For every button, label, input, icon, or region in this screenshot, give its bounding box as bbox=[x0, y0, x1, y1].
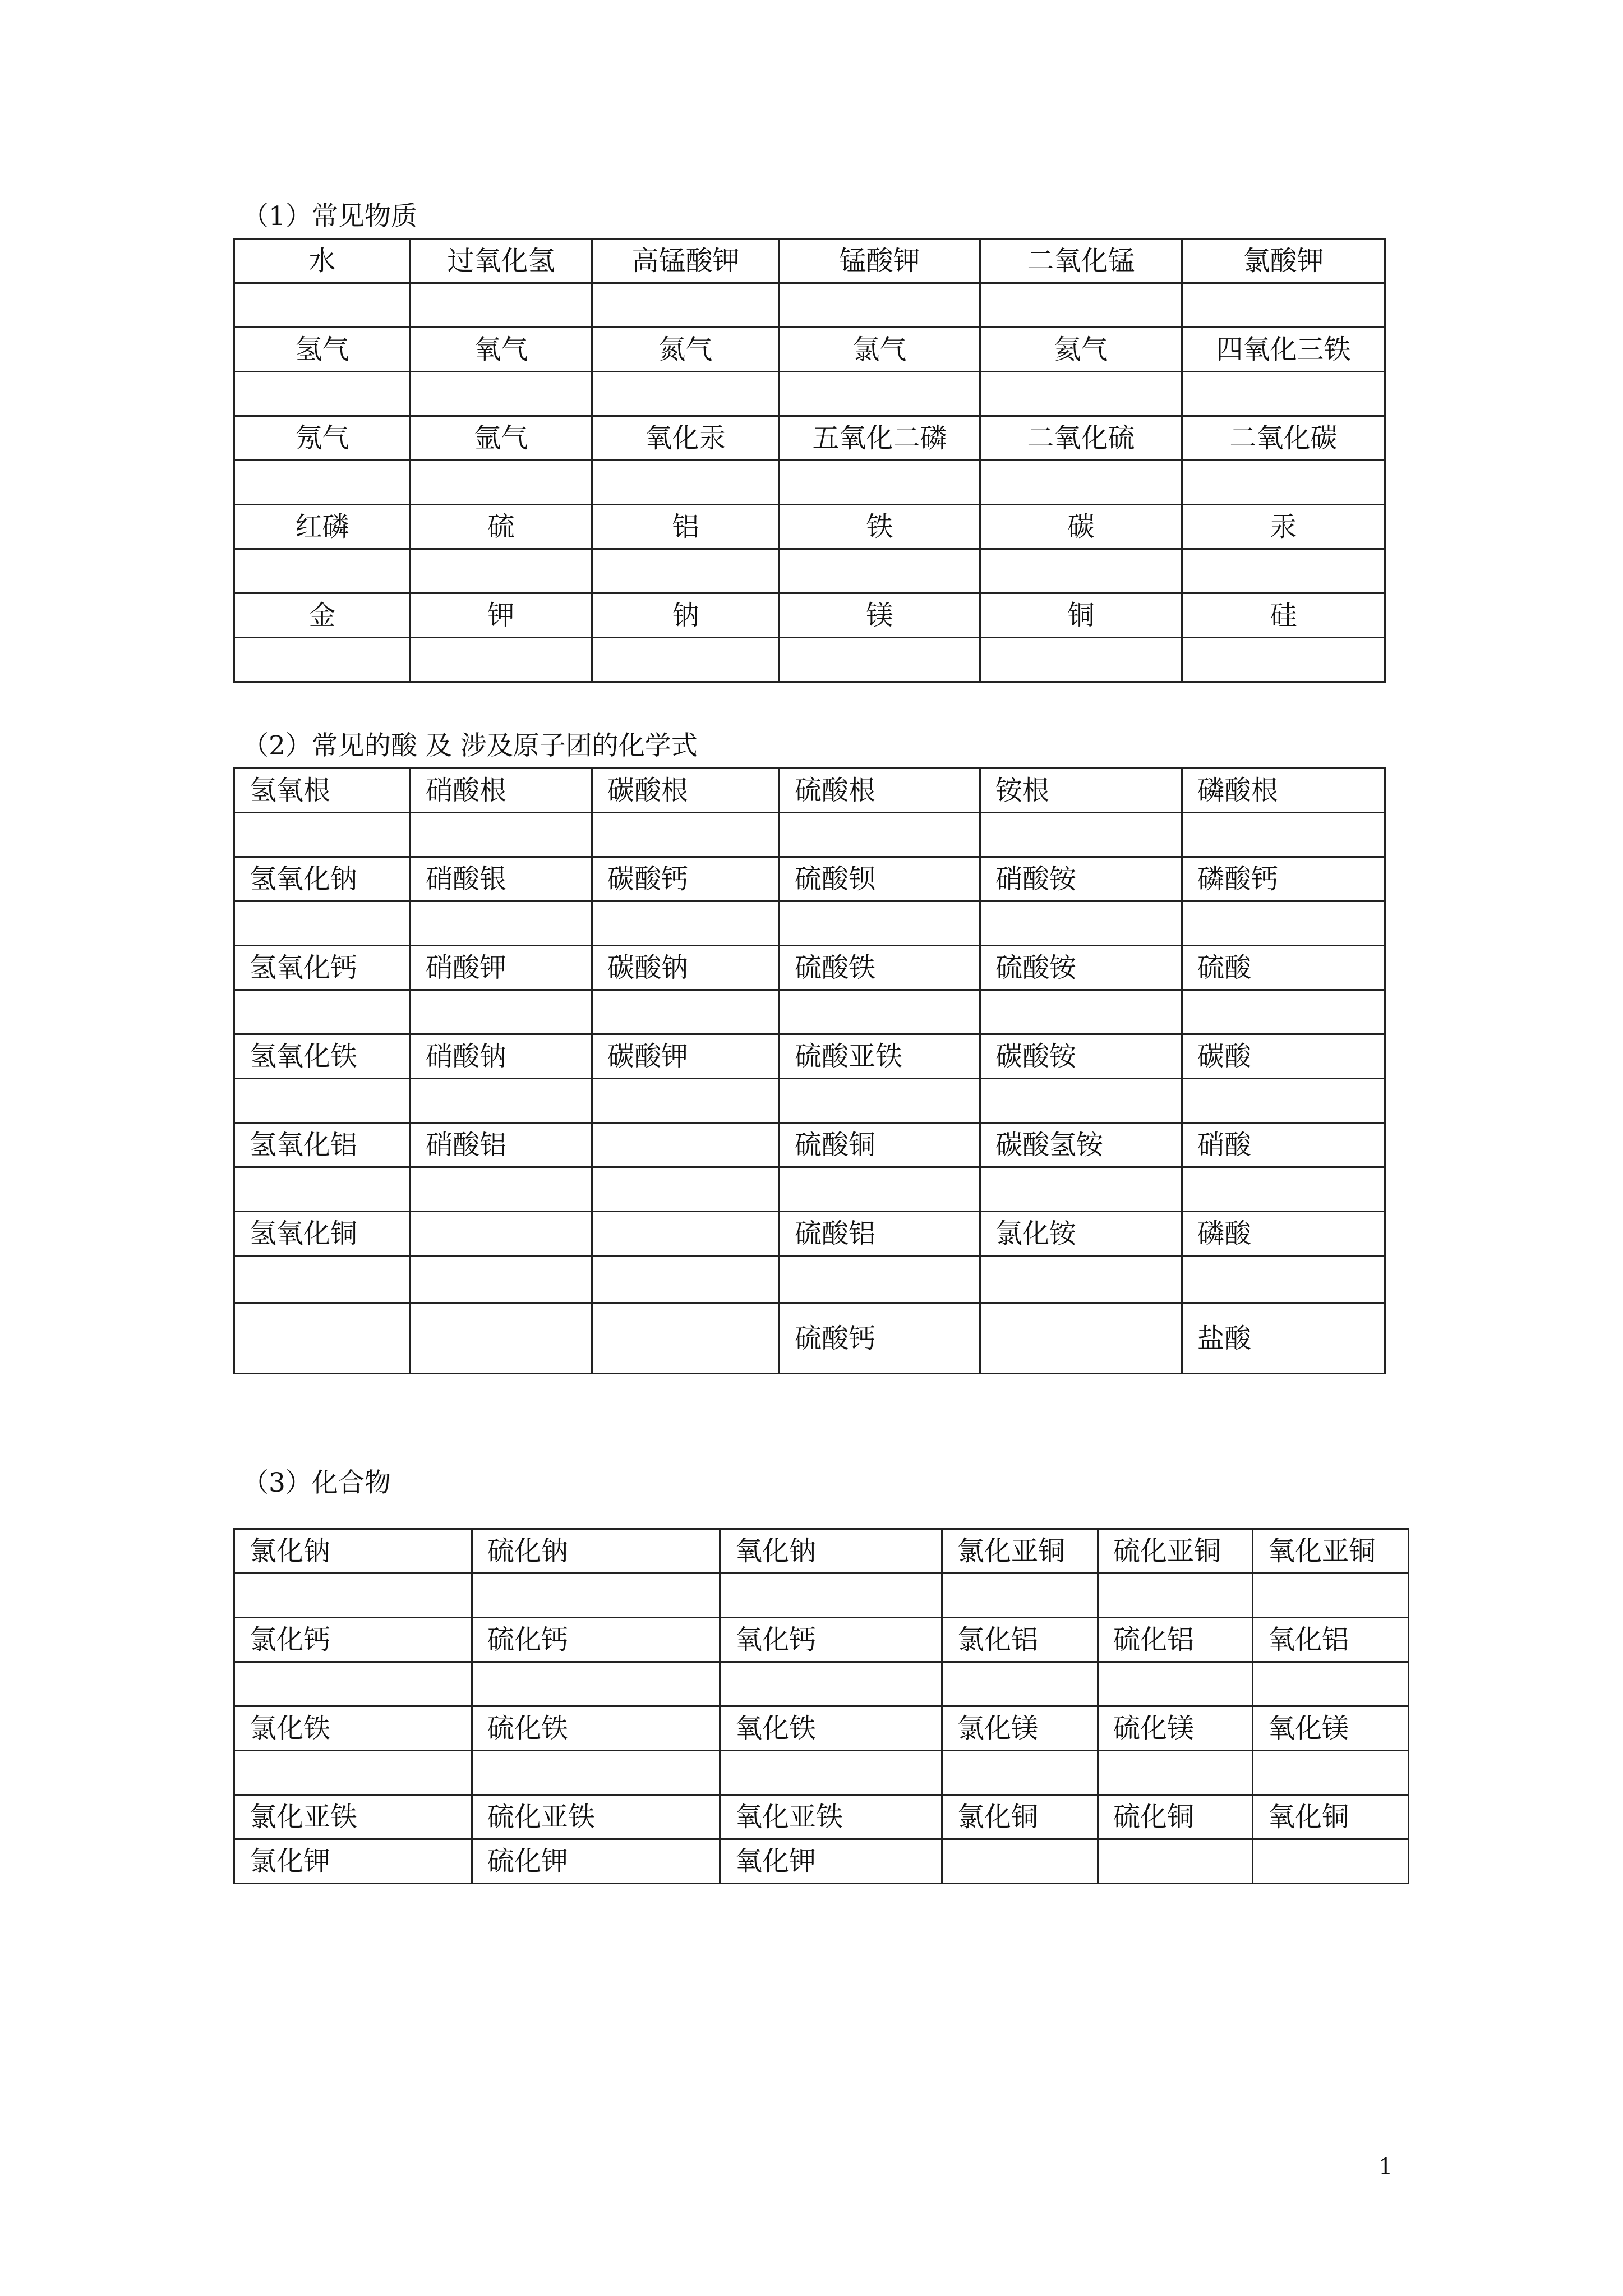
table-cell: 碳酸钾 bbox=[592, 1034, 780, 1079]
table-cell: 硫化亚铁 bbox=[472, 1795, 720, 1839]
table-cell bbox=[592, 901, 780, 946]
table-cell: 硫酸钡 bbox=[780, 857, 980, 901]
table-cell: 高锰酸钾 bbox=[592, 239, 780, 283]
table-row bbox=[234, 1167, 1385, 1212]
table-cell: 氯化铵 bbox=[980, 1212, 1182, 1256]
table-cell bbox=[411, 901, 592, 946]
table-cell: 氧化汞 bbox=[592, 416, 780, 461]
table-cell bbox=[980, 1256, 1182, 1303]
table-cell: 氯化铝 bbox=[942, 1618, 1098, 1662]
table-cell bbox=[411, 372, 592, 416]
table-cell bbox=[592, 1212, 780, 1256]
table-cell: 硫化铁 bbox=[472, 1706, 720, 1751]
table-cell bbox=[720, 1751, 942, 1795]
table-cell: 氖气 bbox=[234, 416, 411, 461]
table-cell bbox=[1253, 1573, 1409, 1618]
table-cell: 氧化铝 bbox=[1253, 1618, 1409, 1662]
table-cell: 氧化亚铁 bbox=[720, 1795, 942, 1839]
table-cell: 铵根 bbox=[980, 769, 1182, 813]
table-cell: 过氧化氢 bbox=[411, 239, 592, 283]
table-cell: 硝酸银 bbox=[411, 857, 592, 901]
table-row bbox=[234, 769, 1385, 813]
table-cell: 二氧化锰 bbox=[980, 239, 1182, 283]
table-cell: 硝酸根 bbox=[411, 769, 592, 813]
table-cell: 硝酸钠 bbox=[411, 1034, 592, 1079]
table-cell: 锰酸钾 bbox=[780, 239, 980, 283]
table-row bbox=[234, 990, 1385, 1034]
table-cell bbox=[1182, 372, 1385, 416]
table-cell: 铝 bbox=[592, 505, 780, 549]
table-cell bbox=[234, 638, 411, 682]
table-cell bbox=[234, 1662, 472, 1706]
table-cell: 硫酸铝 bbox=[780, 1212, 980, 1256]
table-cell bbox=[942, 1839, 1098, 1884]
table-cell bbox=[780, 1167, 980, 1212]
table-cell bbox=[1253, 1839, 1409, 1884]
table-cell bbox=[942, 1662, 1098, 1706]
table-cell bbox=[592, 1256, 780, 1303]
table-cell: 硫酸铜 bbox=[780, 1123, 980, 1167]
table-cell: 磷酸钙 bbox=[1182, 857, 1385, 901]
table-cell bbox=[1098, 1662, 1253, 1706]
table-cell bbox=[411, 813, 592, 857]
table-cell: 碳酸根 bbox=[592, 769, 780, 813]
table-cell: 氢氧化铝 bbox=[234, 1123, 411, 1167]
table-cell: 硅 bbox=[1182, 593, 1385, 638]
compounds-table bbox=[233, 1528, 1409, 1884]
table-row bbox=[234, 1123, 1385, 1167]
table-cell: 碳酸氢铵 bbox=[980, 1123, 1182, 1167]
table-cell bbox=[592, 461, 780, 505]
table-cell: 氦气 bbox=[980, 328, 1182, 372]
table-cell: 硝酸钾 bbox=[411, 946, 592, 990]
table-cell bbox=[1253, 1751, 1409, 1795]
table-cell bbox=[1182, 283, 1385, 328]
table-cell: 硝酸 bbox=[1182, 1123, 1385, 1167]
table-cell: 磷酸 bbox=[1182, 1212, 1385, 1256]
table-row bbox=[234, 1303, 1385, 1374]
table-cell: 氧化镁 bbox=[1253, 1706, 1409, 1751]
table-row bbox=[234, 1751, 1409, 1795]
table-cell: 二氧化碳 bbox=[1182, 416, 1385, 461]
table-row bbox=[234, 1212, 1385, 1256]
table-cell bbox=[234, 1303, 411, 1374]
table-cell: 硫酸根 bbox=[780, 769, 980, 813]
table-row bbox=[234, 1839, 1409, 1884]
table-row bbox=[234, 505, 1385, 549]
table-cell bbox=[780, 549, 980, 593]
table-cell bbox=[592, 638, 780, 682]
table-cell bbox=[720, 1662, 942, 1706]
table-cell: 硫 bbox=[411, 505, 592, 549]
table-row bbox=[234, 638, 1385, 682]
table-cell bbox=[1098, 1573, 1253, 1618]
table-cell: 氯化铁 bbox=[234, 1706, 472, 1751]
table-cell bbox=[780, 372, 980, 416]
table-cell bbox=[1182, 638, 1385, 682]
table-cell: 氯化亚铁 bbox=[234, 1795, 472, 1839]
section-1-heading: （1）常见物质 bbox=[242, 201, 417, 232]
table-cell: 磷酸根 bbox=[1182, 769, 1385, 813]
table-row bbox=[234, 857, 1385, 901]
table-row bbox=[234, 1706, 1409, 1751]
table-cell: 氢氧化钠 bbox=[234, 857, 411, 901]
table-cell bbox=[411, 461, 592, 505]
table-cell bbox=[1182, 901, 1385, 946]
table-cell bbox=[234, 990, 411, 1034]
table-cell bbox=[980, 990, 1182, 1034]
common-substances-table bbox=[233, 238, 1386, 683]
table-cell bbox=[411, 1079, 592, 1123]
table-cell: 氯酸钾 bbox=[1182, 239, 1385, 283]
table-row bbox=[234, 328, 1385, 372]
table-cell bbox=[592, 283, 780, 328]
table-cell: 铜 bbox=[980, 593, 1182, 638]
table-cell bbox=[234, 1167, 411, 1212]
table-cell: 水 bbox=[234, 239, 411, 283]
table-cell bbox=[234, 1256, 411, 1303]
table-cell bbox=[980, 638, 1182, 682]
table-cell: 氯化钾 bbox=[234, 1839, 472, 1884]
table-cell bbox=[1182, 1256, 1385, 1303]
table-cell bbox=[980, 549, 1182, 593]
table-cell bbox=[592, 1167, 780, 1212]
table-cell: 硫化镁 bbox=[1098, 1706, 1253, 1751]
table-cell: 氢氧化铁 bbox=[234, 1034, 411, 1079]
table-cell: 硫酸铵 bbox=[980, 946, 1182, 990]
table-cell: 氧化亚铜 bbox=[1253, 1529, 1409, 1573]
table-cell bbox=[411, 283, 592, 328]
table-cell bbox=[234, 901, 411, 946]
table-cell bbox=[1098, 1839, 1253, 1884]
table-cell bbox=[1182, 461, 1385, 505]
table-row bbox=[234, 461, 1385, 505]
table-cell bbox=[234, 283, 411, 328]
table-cell bbox=[472, 1751, 720, 1795]
table-row bbox=[234, 1795, 1409, 1839]
table-row bbox=[234, 1256, 1385, 1303]
table-cell bbox=[1098, 1751, 1253, 1795]
page-number: 1 bbox=[1378, 2154, 1393, 2180]
table-cell: 碳酸钙 bbox=[592, 857, 780, 901]
table-cell bbox=[234, 372, 411, 416]
table-row bbox=[234, 593, 1385, 638]
table-cell bbox=[980, 813, 1182, 857]
table-cell bbox=[980, 1079, 1182, 1123]
table-cell: 氧气 bbox=[411, 328, 592, 372]
table-cell: 汞 bbox=[1182, 505, 1385, 549]
table-cell: 氢气 bbox=[234, 328, 411, 372]
table-cell: 氯化亚铜 bbox=[942, 1529, 1098, 1573]
table-cell: 硫酸铁 bbox=[780, 946, 980, 990]
table-cell bbox=[472, 1662, 720, 1706]
table-cell: 钾 bbox=[411, 593, 592, 638]
table-cell bbox=[780, 461, 980, 505]
table-cell bbox=[720, 1573, 942, 1618]
table-row bbox=[234, 1079, 1385, 1123]
table-cell: 四氧化三铁 bbox=[1182, 328, 1385, 372]
table-cell bbox=[411, 549, 592, 593]
table-cell bbox=[1182, 549, 1385, 593]
table-cell: 钠 bbox=[592, 593, 780, 638]
table-cell bbox=[411, 1212, 592, 1256]
table-cell: 碳酸 bbox=[1182, 1034, 1385, 1079]
table-cell bbox=[592, 990, 780, 1034]
table-row bbox=[234, 1034, 1385, 1079]
table-cell: 氯化铜 bbox=[942, 1795, 1098, 1839]
table-cell bbox=[980, 372, 1182, 416]
table-cell bbox=[592, 1303, 780, 1374]
table-cell bbox=[592, 372, 780, 416]
table-row bbox=[234, 813, 1385, 857]
table-cell: 氯化钙 bbox=[234, 1618, 472, 1662]
table-row bbox=[234, 239, 1385, 283]
acids-radicals-table bbox=[233, 767, 1386, 1374]
table-cell bbox=[234, 1573, 472, 1618]
table-cell: 氯化镁 bbox=[942, 1706, 1098, 1751]
table-cell: 硫化铜 bbox=[1098, 1795, 1253, 1839]
table-cell bbox=[1182, 1079, 1385, 1123]
table-cell bbox=[1182, 1167, 1385, 1212]
table-cell bbox=[780, 901, 980, 946]
table-row bbox=[234, 372, 1385, 416]
table-cell bbox=[1182, 813, 1385, 857]
table-cell: 硝酸铵 bbox=[980, 857, 1182, 901]
table-row bbox=[234, 283, 1385, 328]
table-cell: 二氧化硫 bbox=[980, 416, 1182, 461]
table-cell: 氮气 bbox=[592, 328, 780, 372]
table-cell bbox=[1182, 990, 1385, 1034]
table-cell: 硫化亚铜 bbox=[1098, 1529, 1253, 1573]
table-row bbox=[234, 416, 1385, 461]
table-cell: 硫化钙 bbox=[472, 1618, 720, 1662]
table-row bbox=[234, 946, 1385, 990]
table-cell: 铁 bbox=[780, 505, 980, 549]
table-row bbox=[234, 1618, 1409, 1662]
section-3-heading: （3）化合物 bbox=[242, 1467, 391, 1498]
table-cell bbox=[592, 813, 780, 857]
table-cell bbox=[234, 1079, 411, 1123]
table-cell: 硫酸 bbox=[1182, 946, 1385, 990]
table-cell bbox=[942, 1751, 1098, 1795]
table-cell bbox=[980, 901, 1182, 946]
table-cell: 碳酸铵 bbox=[980, 1034, 1182, 1079]
table-row bbox=[234, 1529, 1409, 1573]
table-cell: 镁 bbox=[780, 593, 980, 638]
table-cell: 氯化钠 bbox=[234, 1529, 472, 1573]
table-cell: 碳酸钠 bbox=[592, 946, 780, 990]
table-cell bbox=[780, 1256, 980, 1303]
table-row bbox=[234, 549, 1385, 593]
table-cell: 氧化铜 bbox=[1253, 1795, 1409, 1839]
table-cell: 硫化钠 bbox=[472, 1529, 720, 1573]
table-cell: 氢氧根 bbox=[234, 769, 411, 813]
table-cell: 氢氧化钙 bbox=[234, 946, 411, 990]
table-cell bbox=[472, 1573, 720, 1618]
table-cell bbox=[234, 549, 411, 593]
table-cell: 盐酸 bbox=[1182, 1303, 1385, 1374]
table-cell bbox=[234, 1751, 472, 1795]
table-cell bbox=[780, 990, 980, 1034]
table-cell bbox=[411, 638, 592, 682]
table-cell bbox=[780, 1079, 980, 1123]
table-row bbox=[234, 1662, 1409, 1706]
table-cell: 硫化钾 bbox=[472, 1839, 720, 1884]
table-cell: 氧化钠 bbox=[720, 1529, 942, 1573]
table-cell bbox=[592, 1123, 780, 1167]
table-cell bbox=[234, 461, 411, 505]
table-cell bbox=[411, 1256, 592, 1303]
table-cell: 硫酸亚铁 bbox=[780, 1034, 980, 1079]
table-cell: 硫酸钙 bbox=[780, 1303, 980, 1374]
table-row bbox=[234, 901, 1385, 946]
table-cell: 氧化钾 bbox=[720, 1839, 942, 1884]
section-2-heading: （2）常见的酸 及 涉及原子团的化学式 bbox=[242, 730, 698, 761]
table-cell: 五氧化二磷 bbox=[780, 416, 980, 461]
table-cell: 金 bbox=[234, 593, 411, 638]
table-cell bbox=[592, 1079, 780, 1123]
table-cell bbox=[942, 1573, 1098, 1618]
table-cell bbox=[780, 813, 980, 857]
table-cell bbox=[780, 283, 980, 328]
table-row bbox=[234, 1573, 1409, 1618]
table-cell bbox=[592, 549, 780, 593]
table-cell bbox=[780, 638, 980, 682]
table-cell bbox=[980, 461, 1182, 505]
table-cell: 氧化铁 bbox=[720, 1706, 942, 1751]
table-cell: 硫化铝 bbox=[1098, 1618, 1253, 1662]
table-cell: 碳 bbox=[980, 505, 1182, 549]
table-cell bbox=[980, 1167, 1182, 1212]
table-cell bbox=[411, 990, 592, 1034]
table-cell: 硝酸铝 bbox=[411, 1123, 592, 1167]
table-cell: 氯气 bbox=[780, 328, 980, 372]
table-cell bbox=[411, 1303, 592, 1374]
table-cell bbox=[980, 283, 1182, 328]
table-cell bbox=[980, 1303, 1182, 1374]
table-cell: 氧化钙 bbox=[720, 1618, 942, 1662]
table-cell bbox=[411, 1167, 592, 1212]
table-cell: 氢氧化铜 bbox=[234, 1212, 411, 1256]
table-cell: 氩气 bbox=[411, 416, 592, 461]
table-cell: 红磷 bbox=[234, 505, 411, 549]
table-cell bbox=[234, 813, 411, 857]
table-cell bbox=[1253, 1662, 1409, 1706]
